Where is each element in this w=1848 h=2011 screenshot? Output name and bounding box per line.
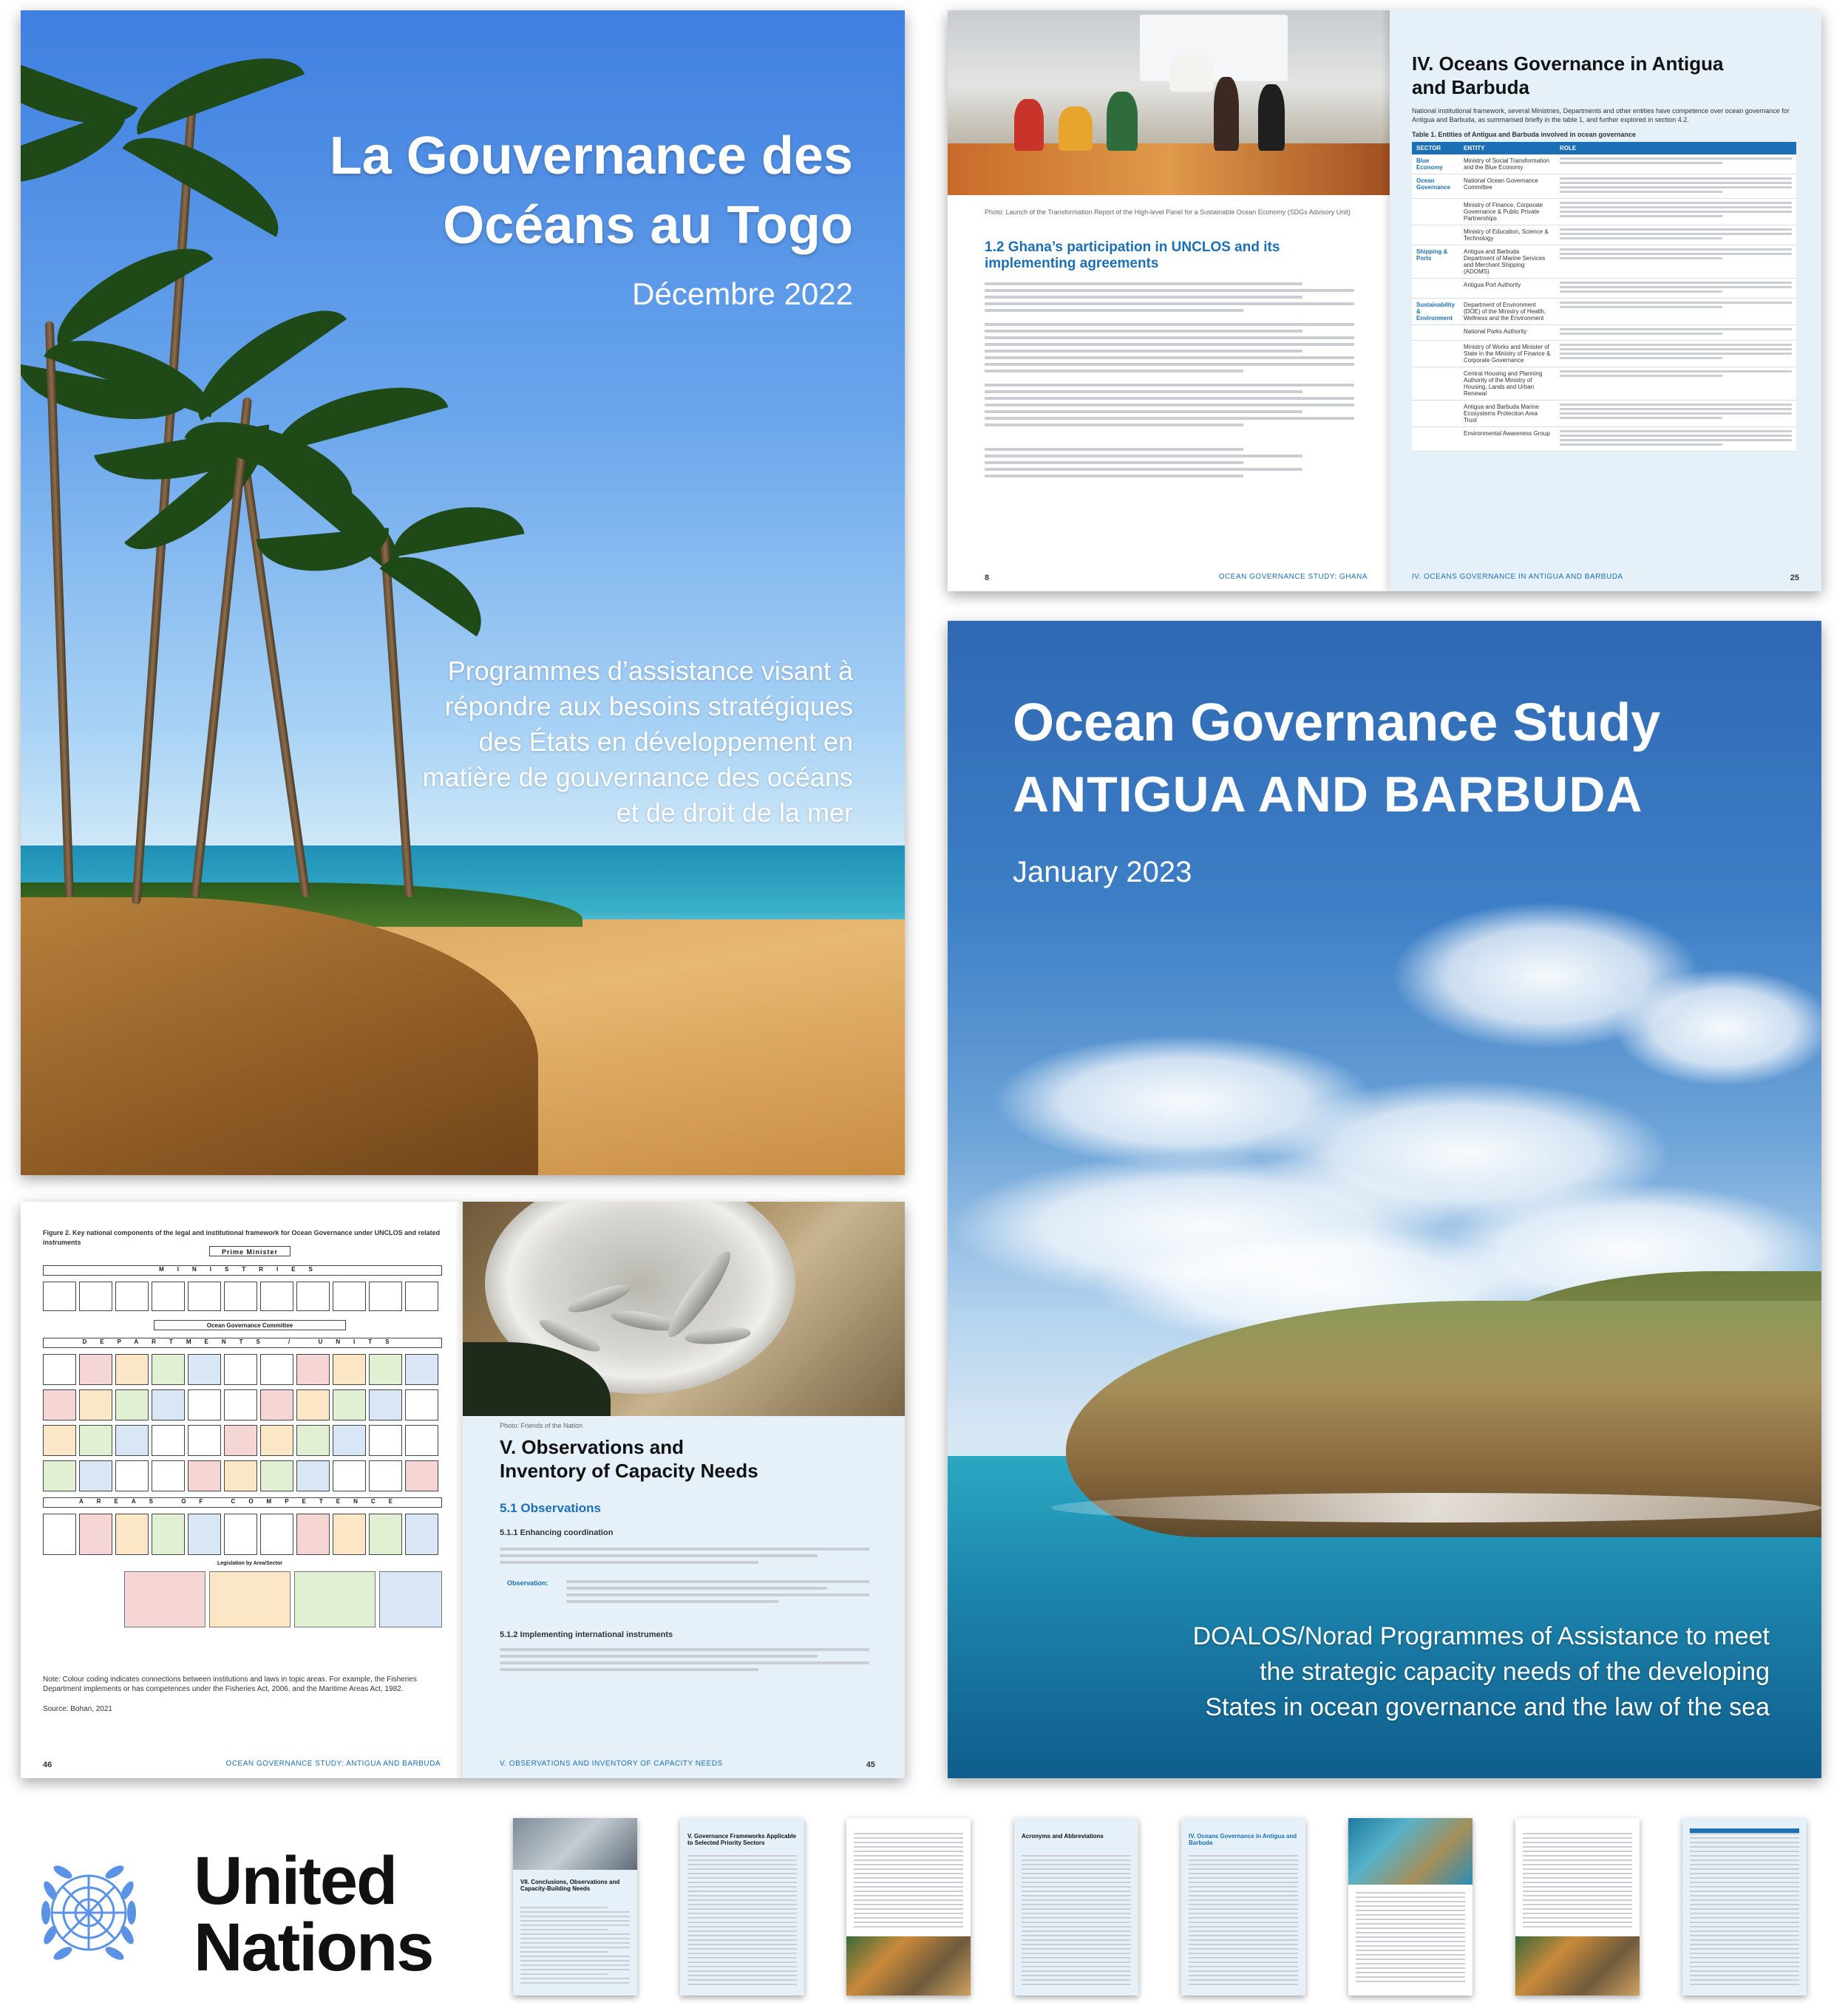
running-footer: V. OBSERVATIONS AND INVENTORY OF CAPACITY NEEDS bbox=[500, 1760, 723, 1768]
chapter-title-line: IV. Oceans Governance in Antigua bbox=[1412, 52, 1724, 75]
department-box bbox=[333, 1389, 366, 1420]
performer bbox=[1214, 77, 1239, 151]
competence-area-box bbox=[152, 1514, 185, 1555]
intro-text: National institutional framework, several Ministries, Departments and other entities have competence over ocean governance for Antigua and Barbuda, as summarised briefly in the table 1, and further explored in section 4.2. bbox=[1412, 107, 1790, 123]
thumbnail-title: IV. Oceans Governance in Antigua and Barbuda bbox=[1189, 1833, 1297, 1846]
ministry-box bbox=[188, 1282, 221, 1311]
subtitle-line: Programmes d’assistance visant à bbox=[447, 656, 853, 686]
ghana-antigua-spread[interactable] bbox=[948, 10, 1821, 591]
cover-date: January 2023 bbox=[1013, 856, 1192, 888]
figure-source: Source: Bohan, 2021 bbox=[43, 1705, 112, 1713]
competence-area-box bbox=[188, 1514, 221, 1555]
department-box bbox=[43, 1425, 76, 1456]
competence-area-box bbox=[296, 1514, 330, 1555]
department-box bbox=[43, 1389, 76, 1420]
subtitle-line: matière de gouvernance des océans bbox=[422, 762, 853, 792]
department-box bbox=[43, 1354, 76, 1385]
department-box bbox=[188, 1389, 221, 1420]
department-box bbox=[152, 1460, 185, 1491]
sector-cell bbox=[1412, 341, 1459, 367]
department-box bbox=[333, 1425, 366, 1456]
department-box bbox=[79, 1389, 112, 1420]
page-thumbnail[interactable] bbox=[846, 1818, 971, 1995]
department-box bbox=[405, 1425, 438, 1456]
togo-report-cover[interactable] bbox=[21, 10, 905, 1175]
chapter-title-line: Inventory of Capacity Needs bbox=[500, 1460, 758, 1482]
page-number: 8 bbox=[985, 574, 990, 582]
ministry-box bbox=[333, 1282, 366, 1311]
department-box bbox=[115, 1354, 149, 1385]
table-row bbox=[1412, 174, 1796, 199]
table-caption: Table 1. Entities of Antigua and Barbuda involved in ocean governance bbox=[1412, 131, 1637, 138]
fabric-prop bbox=[1169, 55, 1214, 92]
section-heading-line: implementing agreements bbox=[985, 256, 1159, 271]
thumbnail-title: V. Governance Frameworks Applicable to Selected Priority Sectors bbox=[687, 1833, 797, 1846]
ministry-box bbox=[405, 1282, 438, 1311]
department-box bbox=[224, 1425, 257, 1456]
entity-cell: National Parks Authority bbox=[1459, 325, 1555, 341]
entity-cell: Ministry of Education, Science & Technology bbox=[1459, 225, 1555, 245]
table-header: ENTITY bbox=[1459, 142, 1555, 154]
ministry-box bbox=[260, 1282, 293, 1311]
sector-cell bbox=[1412, 199, 1459, 225]
surf-foam bbox=[1051, 1493, 1821, 1522]
cover-subtitle bbox=[1060, 1619, 1770, 1725]
competence-area-box bbox=[79, 1514, 112, 1555]
page-thumbnail[interactable] bbox=[513, 1818, 637, 1995]
observation-text bbox=[566, 1580, 869, 1607]
section-heading bbox=[985, 239, 1280, 272]
sector-cell: Shipping & Ports bbox=[1412, 245, 1459, 279]
subsection-heading: 5.1.1 Enhancing coordination bbox=[500, 1528, 614, 1537]
entities-table bbox=[1412, 142, 1796, 452]
entity-cell: Ministry of Works and Minister of State in the Ministry of Finance & Corporate Governance bbox=[1459, 341, 1555, 367]
running-footer: OCEAN GOVERNANCE STUDY: ANTIGUA AND BARBUDA bbox=[225, 1760, 441, 1768]
department-box bbox=[188, 1354, 221, 1385]
department-box bbox=[79, 1425, 112, 1456]
table-header: ROLE bbox=[1555, 142, 1796, 154]
table-row bbox=[1412, 245, 1796, 279]
role-cell bbox=[1555, 325, 1796, 341]
table-row bbox=[1412, 341, 1796, 367]
sector-cell: Blue Economy bbox=[1412, 154, 1459, 174]
entity-cell: National Ocean Governance Committee bbox=[1459, 174, 1555, 199]
chapter-title-line: and Barbuda bbox=[1412, 76, 1529, 98]
department-box bbox=[260, 1389, 293, 1420]
department-box bbox=[115, 1460, 149, 1491]
left-page bbox=[21, 1202, 463, 1778]
ministry-box bbox=[369, 1282, 402, 1311]
cloud bbox=[1613, 968, 1821, 1086]
entity-cell: Ministry of Finance, Corporate Governance & Public Private Partnerships bbox=[1459, 199, 1555, 225]
body-text bbox=[500, 1548, 869, 1568]
department-box bbox=[369, 1460, 402, 1491]
running-footer: IV. OCEANS GOVERNANCE IN ANTIGUA AND BARBUDA bbox=[1412, 573, 1623, 581]
department-box bbox=[405, 1460, 438, 1491]
sector-cell bbox=[1412, 225, 1459, 245]
right-page bbox=[1390, 10, 1821, 591]
department-box bbox=[188, 1460, 221, 1491]
competence-area-box bbox=[405, 1514, 438, 1555]
ministries-band: MINISTRIES bbox=[43, 1265, 442, 1276]
projection-screen bbox=[1140, 15, 1288, 81]
table-row bbox=[1412, 427, 1796, 452]
un-emblem-icon bbox=[30, 1854, 148, 1972]
entity-cell: Antigua and Barbuda Marine Ecosystems Protection Area Trust bbox=[1459, 401, 1555, 427]
sector-cell: Ocean Governance bbox=[1412, 174, 1459, 199]
department-box bbox=[369, 1354, 402, 1385]
table-row bbox=[1412, 325, 1796, 341]
legislation-group bbox=[294, 1571, 376, 1627]
ministry-box bbox=[224, 1282, 257, 1311]
page-thumbnail[interactable] bbox=[1682, 1818, 1807, 1995]
antigua-report-cover[interactable] bbox=[948, 621, 1821, 1778]
cover-subtitle bbox=[336, 653, 853, 831]
department-box bbox=[369, 1425, 402, 1456]
subsection-heading: 5.1.2 Implementing international instruments bbox=[500, 1630, 673, 1639]
cover-date: Décembre 2022 bbox=[632, 276, 853, 311]
department-box bbox=[115, 1389, 149, 1420]
running-footer: OCEAN GOVERNANCE STUDY: GHANA bbox=[1218, 573, 1368, 581]
observation-label: Observation: bbox=[507, 1579, 548, 1587]
table-row bbox=[1412, 225, 1796, 245]
legislation-group bbox=[379, 1571, 442, 1627]
un-wordmark bbox=[194, 1843, 433, 1985]
page-number: 25 bbox=[1790, 574, 1799, 582]
role-cell bbox=[1555, 279, 1796, 299]
department-box bbox=[260, 1460, 293, 1491]
section-heading: 5.1 Observations bbox=[500, 1501, 602, 1515]
table-header-row bbox=[1412, 142, 1796, 154]
body-text bbox=[985, 282, 1354, 481]
body-text bbox=[500, 1648, 869, 1675]
department-box bbox=[115, 1425, 149, 1456]
ministry-box bbox=[115, 1282, 149, 1311]
legislation-group bbox=[209, 1571, 291, 1627]
page-thumbnail[interactable] bbox=[1014, 1818, 1138, 1995]
department-box bbox=[260, 1425, 293, 1456]
entity-cell: Central Housing and Planning Authority of the Ministry of Housing, Lands and Urban Renewal bbox=[1459, 367, 1555, 401]
chapter-title-line: V. Observations and bbox=[500, 1436, 684, 1458]
subtitle-line: répondre aux besoins stratégiques bbox=[444, 691, 853, 721]
department-box bbox=[188, 1425, 221, 1456]
department-box bbox=[405, 1354, 438, 1385]
role-cell bbox=[1555, 427, 1796, 452]
department-box bbox=[224, 1354, 257, 1385]
performer bbox=[1014, 99, 1044, 151]
department-box bbox=[152, 1354, 185, 1385]
department-box bbox=[260, 1354, 293, 1385]
competence-area-box bbox=[333, 1514, 366, 1555]
role-cell bbox=[1555, 225, 1796, 245]
cover-country: ANTIGUA AND BARBUDA bbox=[1013, 766, 1643, 823]
role-cell bbox=[1555, 199, 1796, 225]
department-box bbox=[369, 1389, 402, 1420]
sector-cell bbox=[1412, 401, 1459, 427]
ministry-box bbox=[152, 1282, 185, 1311]
role-cell bbox=[1555, 341, 1796, 367]
performer bbox=[1107, 92, 1138, 151]
department-box bbox=[296, 1354, 330, 1385]
page-thumbnail[interactable] bbox=[1181, 1818, 1305, 1995]
competence-area-box bbox=[43, 1514, 76, 1555]
department-box bbox=[333, 1460, 366, 1491]
subtitle-line: DOALOS/Norad Programmes of Assistance to meet bbox=[1192, 1622, 1770, 1650]
role-cell bbox=[1555, 401, 1796, 427]
table-row bbox=[1412, 199, 1796, 225]
photo-caption: Photo: Launch of the Transformation Report of the High-level Panel for a Sustainable Ocean Economy (SDGs Advisory Unit) bbox=[985, 208, 1351, 216]
conference-photo bbox=[948, 10, 1390, 195]
legislation-band: Legislation by Area/Sector bbox=[132, 1559, 368, 1568]
sector-cell bbox=[1412, 279, 1459, 299]
areas-band: AREAS OF COMPETENCE bbox=[43, 1497, 442, 1508]
role-cell bbox=[1555, 299, 1796, 325]
table-row bbox=[1412, 367, 1796, 401]
table-header: SECTOR bbox=[1412, 142, 1459, 154]
department-box bbox=[333, 1354, 366, 1385]
role-cell bbox=[1555, 174, 1796, 199]
performer bbox=[1258, 84, 1285, 151]
department-box bbox=[224, 1389, 257, 1420]
table-row bbox=[1412, 154, 1796, 174]
table-row bbox=[1412, 299, 1796, 325]
competence-area-box bbox=[260, 1514, 293, 1555]
competence-area-box bbox=[369, 1514, 402, 1555]
subtitle-line: et de droit de la mer bbox=[616, 797, 853, 828]
department-box bbox=[79, 1460, 112, 1491]
wordmark-line: Nations bbox=[194, 1910, 433, 1985]
fish-photo bbox=[463, 1202, 905, 1416]
org-chart bbox=[43, 1246, 442, 1630]
ministry-box bbox=[43, 1282, 76, 1311]
sector-cell: Sustainability & Environment bbox=[1412, 299, 1459, 325]
cover-title-line: Océans au Togo bbox=[443, 196, 853, 255]
table-row bbox=[1412, 279, 1796, 299]
department-box bbox=[152, 1389, 185, 1420]
department-box bbox=[224, 1460, 257, 1491]
legislation-group bbox=[124, 1571, 205, 1627]
stage-floor bbox=[948, 143, 1390, 195]
competence-area-box bbox=[224, 1514, 257, 1555]
sector-cell bbox=[1412, 427, 1459, 452]
ministry-box bbox=[79, 1282, 112, 1311]
page-number: 45 bbox=[866, 1760, 875, 1769]
cover-title bbox=[330, 121, 853, 260]
department-box bbox=[43, 1460, 76, 1491]
entity-cell: Antigua Port Authority bbox=[1459, 279, 1555, 299]
observations-spread[interactable] bbox=[21, 1202, 905, 1778]
chapter-title bbox=[500, 1435, 758, 1483]
page-thumbnail[interactable] bbox=[1515, 1818, 1640, 1995]
cover-title: Ocean Governance Study bbox=[1013, 693, 1661, 752]
competence-area-box bbox=[115, 1514, 149, 1555]
committee-box: Ocean Governance Committee bbox=[154, 1320, 346, 1330]
ministry-box bbox=[296, 1282, 330, 1311]
subtitle-line: States in ocean governance and the law of the sea bbox=[1205, 1693, 1770, 1721]
chapter-title bbox=[1412, 52, 1723, 99]
subtitle-line: the strategic capacity needs of the developing bbox=[1260, 1658, 1770, 1686]
performer bbox=[1059, 106, 1093, 151]
department-box bbox=[405, 1389, 438, 1420]
page-thumbnail[interactable] bbox=[680, 1818, 804, 1995]
role-cell bbox=[1555, 154, 1796, 174]
section-heading-line: 1.2 Ghana’s participation in UNCLOS and its bbox=[985, 239, 1280, 255]
figure-note: Note: Colour coding indicates connections between institutions and laws in topic areas. For example, the Fisheries Department implements or has competences under the Fisheries Act, 2006, and the Maritime Areas Act, 1982. bbox=[43, 1675, 417, 1693]
thumbnail-title: VII. Conclusions, Observations and Capacity-Building Needs bbox=[520, 1879, 620, 1892]
photo-caption: Photo: Friends of the Nation bbox=[500, 1422, 583, 1429]
page-thumbnail[interactable] bbox=[1348, 1818, 1472, 1995]
right-page bbox=[463, 1202, 905, 1778]
table-row bbox=[1412, 401, 1796, 427]
cover-title-line: La Gouvernance des bbox=[329, 126, 853, 186]
prime-minister-box: Prime Minister bbox=[209, 1246, 291, 1256]
figure-caption: Figure 2. Key national components of the legal and institutional framework for Ocean Governance under UNCLOS and related instruments bbox=[43, 1229, 441, 1246]
departments-band: DEPARTMENTS / UNITS bbox=[43, 1338, 442, 1348]
wordmark-line: United bbox=[194, 1843, 397, 1919]
entity-cell: Ministry of Social Transformation and the Blue Economy bbox=[1459, 154, 1555, 174]
left-page bbox=[948, 10, 1390, 591]
page-number: 46 bbox=[43, 1760, 52, 1769]
thumbnail-title: Acronyms and Abbreviations bbox=[1022, 1833, 1104, 1840]
subtitle-line: des États en développement en bbox=[478, 727, 853, 757]
role-cell bbox=[1555, 245, 1796, 279]
sector-cell bbox=[1412, 367, 1459, 401]
department-box bbox=[296, 1460, 330, 1491]
sector-cell bbox=[1412, 325, 1459, 341]
entity-cell: Department of Environment (DOE) of the Ministry of Health, Wellness and the Environment bbox=[1459, 299, 1555, 325]
department-box bbox=[79, 1354, 112, 1385]
department-box bbox=[296, 1389, 330, 1420]
department-box bbox=[152, 1425, 185, 1456]
entity-cell: Environmental Awareness Group bbox=[1459, 427, 1555, 452]
department-box bbox=[296, 1425, 330, 1456]
role-cell bbox=[1555, 367, 1796, 401]
entity-cell: Antigua and Barbuda Department of Marine Services and Merchant Shipping (ADOMS) bbox=[1459, 245, 1555, 279]
